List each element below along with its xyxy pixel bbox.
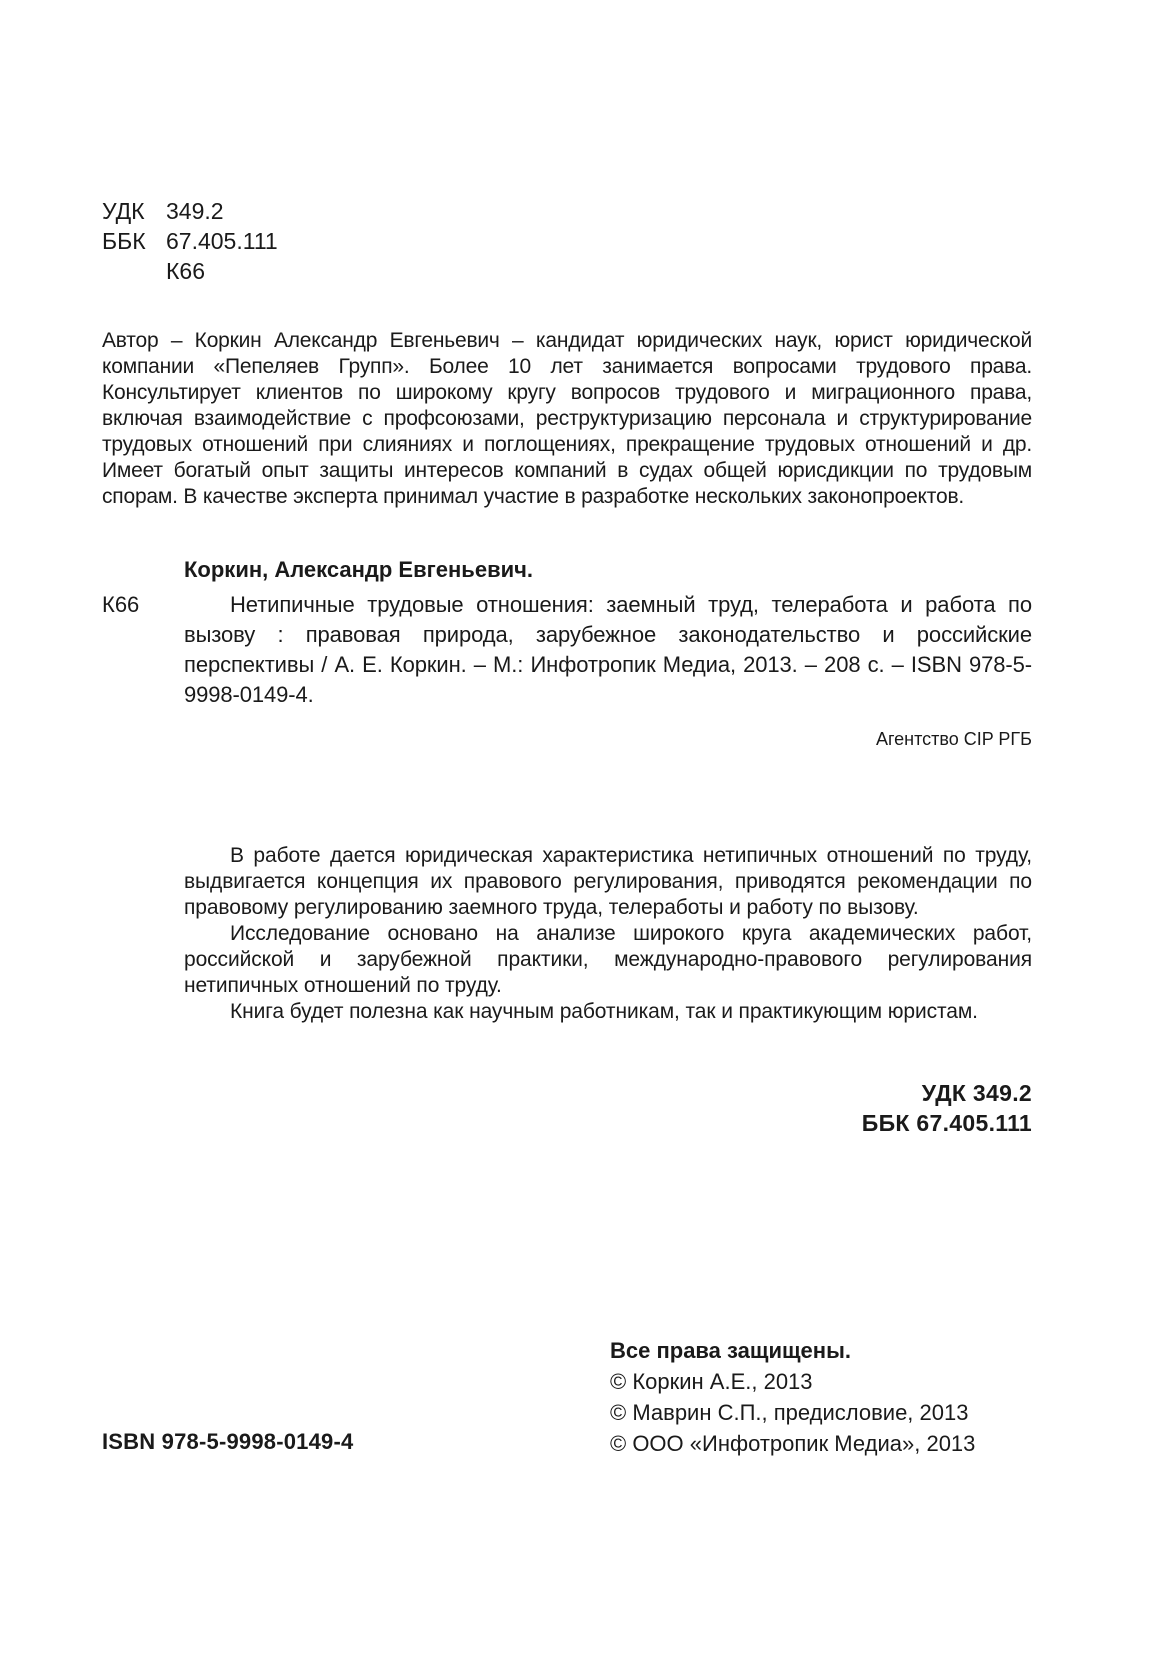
rights-title: Все права защищены.: [610, 1338, 851, 1363]
abstract-paragraph-3: Книга будет полезна как научным работникам, так и практикующим юристам.: [230, 1000, 978, 1023]
abstract-paragraph-1: В работе дается юридическая характеристика нетипичных отношений по труду, выдвигается концепция их правового регулирования, приводятся рекомендации по правовому регулированию заемного труда, телеработы и работу по вызову.: [184, 844, 1032, 919]
udk-label: УДК: [102, 198, 145, 224]
catalog-author-heading: Коркин, Александр Евгеньевич.: [184, 557, 534, 582]
copyright-author: © Коркин А.Е., 2013: [610, 1369, 813, 1394]
udk-bottom: УДК 349.2: [921, 1080, 1032, 1106]
udk-value: 349.2: [166, 198, 224, 224]
copyright-foreword: © Маврин С.П., предисловие, 2013: [610, 1400, 969, 1425]
bbk-bottom: ББК 67.405.111: [861, 1110, 1032, 1136]
bbk-value: 67.405.111: [166, 228, 278, 254]
catalog-agency: Агентство CIP РГБ: [875, 729, 1032, 749]
catalog-index: К66: [102, 592, 140, 617]
bbk-top-line: [102, 226, 278, 256]
isbn: ISBN 978-5-9998-0149-4: [102, 1429, 354, 1454]
bbk-label: ББК: [102, 228, 146, 254]
catalog-description: Нетипичные трудовые отношения: заемный труд, телеработа и работа по вызову : правовая природа, зарубежное законодательство и российские перспективы / А. Е. Коркин. – М.: Инфотропик Медиа, 2013. – 208 с. – ISBN 978-5-9998-0149-4.: [184, 592, 1032, 707]
author-note: Автор – Коркин Александр Евгеньевич – кандидат юридических наук, юрист юридической компании «Пепеляев Групп». Более 10 лет занимается вопросами трудового права. Консультирует клиентов по широкому кругу вопросов трудового и миграционного права, включая взаимодействие с профсоюзами, реструктуризацию персонала и структурирование трудовых отношений при слияниях и поглощениях, прекращение трудовых отношений и др. Имеет богатый опыт защиты интересов компаний в судах общей юрисдикции по трудовым спорам. В качестве эксперта принимал участие в разработке нескольких законопроектов.: [102, 329, 1032, 508]
copyright-publisher: © ООО «Инфотропик Медиа», 2013: [610, 1431, 976, 1456]
udk-top-line: [102, 196, 224, 226]
author-mark-top: К66: [166, 258, 205, 284]
rights-block: [610, 1335, 975, 1459]
abstract: [184, 843, 1032, 1025]
abstract-paragraph-2: Исследование основано на анализе широкого круга академических работ, российской и зарубежной практики, международно-правового регулирования нетипичных отношений по труду.: [184, 922, 1032, 997]
